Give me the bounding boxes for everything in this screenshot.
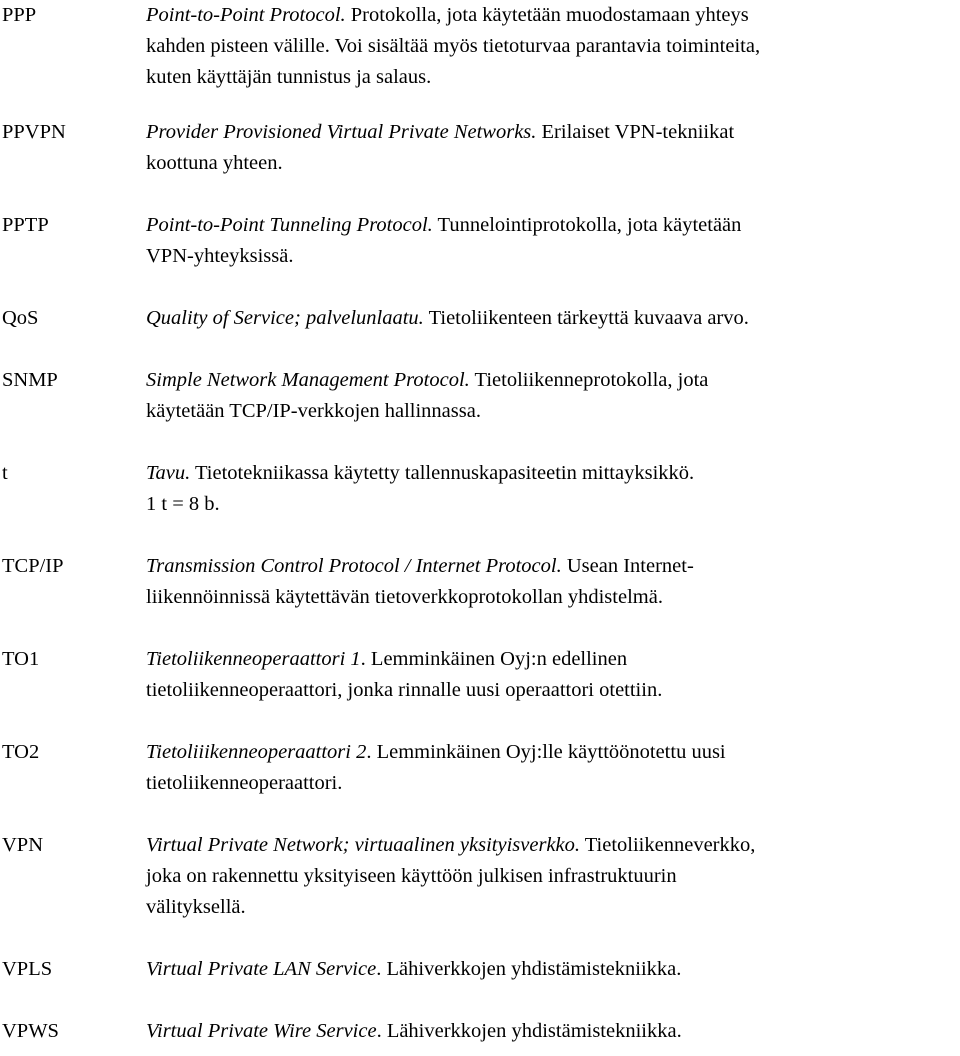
glossary-definition (146, 210, 956, 272)
expanded-term: Point-to-Point Protocol. (146, 4, 346, 26)
expanded-term: Provider Provisioned Virtual Private Networks. (146, 121, 537, 143)
glossary-definition (146, 303, 956, 334)
expanded-term: Virtual Private Network; virtuaalinen yksityisverkko. (146, 834, 580, 856)
definition-text: kahden pisteen välille. Voi sisältää myös tietoturvaa parantavia toiminteita, (146, 35, 761, 57)
glossary-term: TCP/IP (2, 555, 64, 577)
definition-line (146, 31, 956, 62)
definition-line (146, 365, 956, 396)
glossary-definition (146, 0, 956, 93)
expanded-term: Tavu. (146, 462, 191, 484)
glossary-definition (146, 458, 956, 520)
definition-text: kuten käyttäjän tunnistus ja salaus. (146, 66, 432, 88)
definition-line (146, 62, 956, 93)
expanded-term: Transmission Control Protocol / Internet Protocol. (146, 555, 562, 577)
glossary-term: QoS (2, 307, 39, 329)
definition-text: Tietotekniikassa käytetty tallennuskapasiteetin mittayksikkö. (190, 462, 695, 484)
glossary-definition (146, 1016, 956, 1047)
definition-line (146, 644, 956, 675)
definition-text: Erilaiset VPN-tekniikat (536, 121, 735, 143)
definition-text: Tietoliikenteen tärkeyttä kuvaava arvo. (423, 307, 749, 329)
definition-line (146, 458, 956, 489)
glossary-term: VPWS (2, 1020, 59, 1042)
definition-line (146, 830, 956, 861)
glossary-term: PPTP (2, 214, 49, 236)
definition-text: välityksellä. (146, 896, 246, 918)
definition-text: . Lemminkäinen Oyj:lle käyttöönotettu uusi (366, 741, 726, 763)
glossary-definition (146, 737, 956, 799)
glossary-term: t (2, 462, 8, 484)
definition-text: 1 t = 8 b. (146, 493, 220, 515)
definition-text: Tietoliikenneverkko, (580, 834, 756, 856)
definition-line (146, 303, 956, 334)
glossary-definition (146, 644, 956, 706)
definition-line (146, 1016, 956, 1047)
definition-line (146, 396, 956, 427)
expanded-term: Tietoliikenneoperaattori 1 (146, 648, 361, 670)
glossary-term: VPLS (2, 958, 53, 980)
definition-text: . Lemminkäinen Oyj:n edellinen (360, 648, 628, 670)
definition-text: Tietoliikenneprotokolla, jota (469, 369, 709, 391)
definition-line (146, 241, 956, 272)
definition-line (146, 582, 956, 613)
expanded-term: Tietoliiikenneoperaattori 2 (146, 741, 367, 763)
definition-line (146, 210, 956, 241)
definition-text: koottuna yhteen. (146, 152, 283, 174)
glossary-term: TO2 (2, 741, 40, 763)
expanded-term: Quality of Service; palvelunlaatu. (146, 307, 424, 329)
definition-text: . Lähiverkkojen yhdistämistekniikka. (376, 958, 682, 980)
definition-text: VPN-yhteyksissä. (146, 245, 294, 267)
definition-text: Protokolla, jota käytetään muodostamaan yhteys (345, 4, 749, 26)
definition-text: Tunnelointiprotokolla, jota käytetään (432, 214, 742, 236)
glossary-term: PPVPN (2, 121, 66, 143)
definition-text: liikennöinnissä käytettävän tietoverkkoprotokollan yhdistelmä. (146, 586, 663, 608)
definition-line (146, 892, 956, 923)
glossary-term: TO1 (2, 648, 40, 670)
glossary-definition (146, 365, 956, 427)
glossary-definition (146, 551, 956, 613)
expanded-term: Virtual Private Wire Service (146, 1020, 377, 1042)
definition-line (146, 954, 956, 985)
glossary-definition (146, 830, 956, 923)
definition-text: tietoliikenneoperaattori, jonka rinnalle uusi operaattori otettiin. (146, 679, 663, 701)
expanded-term: Simple Network Management Protocol. (146, 369, 470, 391)
definition-text: käytetään TCP/IP-verkkojen hallinnassa. (146, 400, 481, 422)
definition-line (146, 489, 956, 520)
glossary-definition (146, 954, 956, 985)
glossary-term: SNMP (2, 369, 58, 391)
definition-line (146, 737, 956, 768)
expanded-term: Virtual Private LAN Service (146, 958, 377, 980)
definition-line (146, 861, 956, 892)
definition-text: joka on rakennettu yksityiseen käyttöön julkisen infrastruktuurin (146, 865, 677, 887)
expanded-term: Point-to-Point Tunneling Protocol. (146, 214, 433, 236)
definition-text: . Lähiverkkojen yhdistämistekniikka. (376, 1020, 682, 1042)
definition-line (146, 0, 956, 31)
glossary-definition (146, 117, 956, 179)
definition-line (146, 148, 956, 179)
definition-line (146, 675, 956, 706)
definition-text: Usean Internet- (561, 555, 694, 577)
definition-line (146, 768, 956, 799)
definition-line (146, 117, 956, 148)
glossary-term: VPN (2, 834, 44, 856)
definition-text: tietoliikenneoperaattori. (146, 772, 343, 794)
glossary-term: PPP (2, 4, 37, 26)
definition-line (146, 551, 956, 582)
